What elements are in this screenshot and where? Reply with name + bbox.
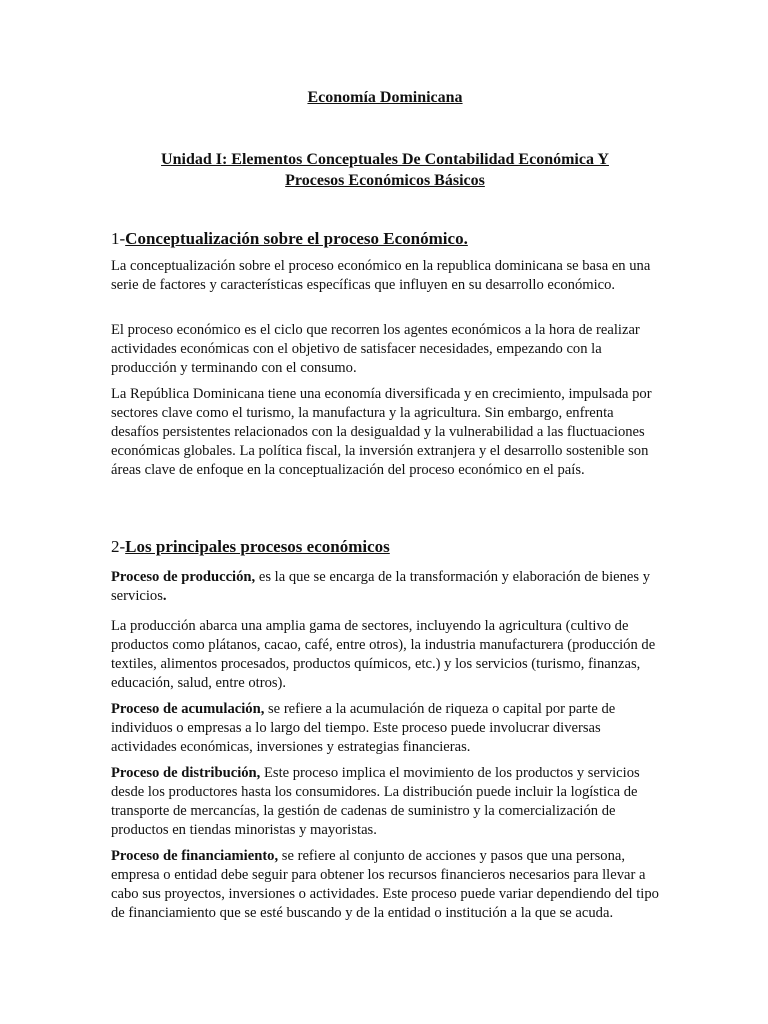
unit-title [111, 149, 659, 191]
financing-paragraph [111, 847, 659, 923]
production-text: es la que se encarga de la transformación y elaboración de bienes y servicios [111, 569, 650, 604]
section-1-paragraph-3: La República Dominicana tiene una economía diversificada y en crecimiento, impulsada por sectores clave como el turismo, la manufactura y la agricultura. Sin embargo, enfrenta desafíos persistentes relacionados con la desigualdad y la vulnerabilidad a las fluctuaciones económicas globales. La política fiscal, la inversión extranjera y el desarrollo sostenible son áreas clave de enfoque en la conceptualización del proceso económico en el país. [111, 386, 652, 478]
unit-title-line-2: Procesos Económicos Básicos [285, 172, 485, 189]
section-2-heading [111, 536, 659, 558]
distribution-term: Proceso de distribución, [111, 765, 261, 781]
financing-term: Proceso de financiamiento, [111, 848, 279, 864]
section-2-title: Los principales procesos económicos [125, 537, 390, 556]
financing-text: se refiere al conjunto de acciones y pasos que una persona, empresa o entidad debe seguir para obtener los recursos financieros necesarios para llevar a cabo sus proyectos, inversiones o actividades. Este proceso puede variar dependiendo del tipo de financiamiento que se esté buscando y de la entidad o institución a la que se acuda. [111, 848, 659, 921]
production-end: . [162, 588, 167, 604]
section-1-paragraph-1: La conceptualización sobre el proceso económico en la republica dominicana se basa en una serie de factores y características específicas que influyen en su desarrollo económico. [111, 258, 651, 293]
section-2-number: 2- [111, 537, 126, 556]
section-1-title: Conceptualización sobre el proceso Económico. [125, 229, 468, 248]
accumulation-paragraph [111, 700, 659, 757]
accumulation-text: se refiere a la acumulación de riqueza o capital por parte de individuos o empresas a lo largo del tiempo. Este proceso puede involucrar diversas actividades económicas, inversiones y estrategias financieras. [111, 701, 616, 755]
unit-title-line-1: Unidad I: Elementos Conceptuales De Contabilidad Económica Y [161, 151, 609, 168]
section-1-paragraph-2: El proceso económico es el ciclo que recorren los agentes económicos a la hora de realizar actividades económicas con el objetivo de satisfacer necesidades, empezando con la producción y terminando con el consumo. [111, 322, 640, 376]
production-paragraph [111, 568, 659, 606]
accumulation-term: Proceso de acumulación, [111, 701, 265, 717]
section-1-number: 1- [111, 229, 126, 248]
production-term: Proceso de producción, [111, 569, 256, 585]
production-detail-paragraph: La producción abarca una amplia gama de sectores, incluyendo la agricultura (cultivo de productos como plátanos, cacao, café, entre otros), la industria manufacturera (producción de textiles, alimentos procesados, productos químicos, etc.) y los servicios (turismo, finanzas, educación, salud, entre otros). [111, 618, 656, 691]
document-title: Economía Dominicana [307, 89, 463, 106]
distribution-text: Este proceso implica el movimiento de los productos y servicios desde los productores hasta los consumidores. La distribución puede incluir la logística de transporte de mercancías, la gestión de cadenas de suministro y la comercialización de productos en tiendas minoristas y mayoristas. [111, 765, 640, 838]
section-1-heading [111, 228, 659, 250]
distribution-paragraph [111, 764, 659, 840]
